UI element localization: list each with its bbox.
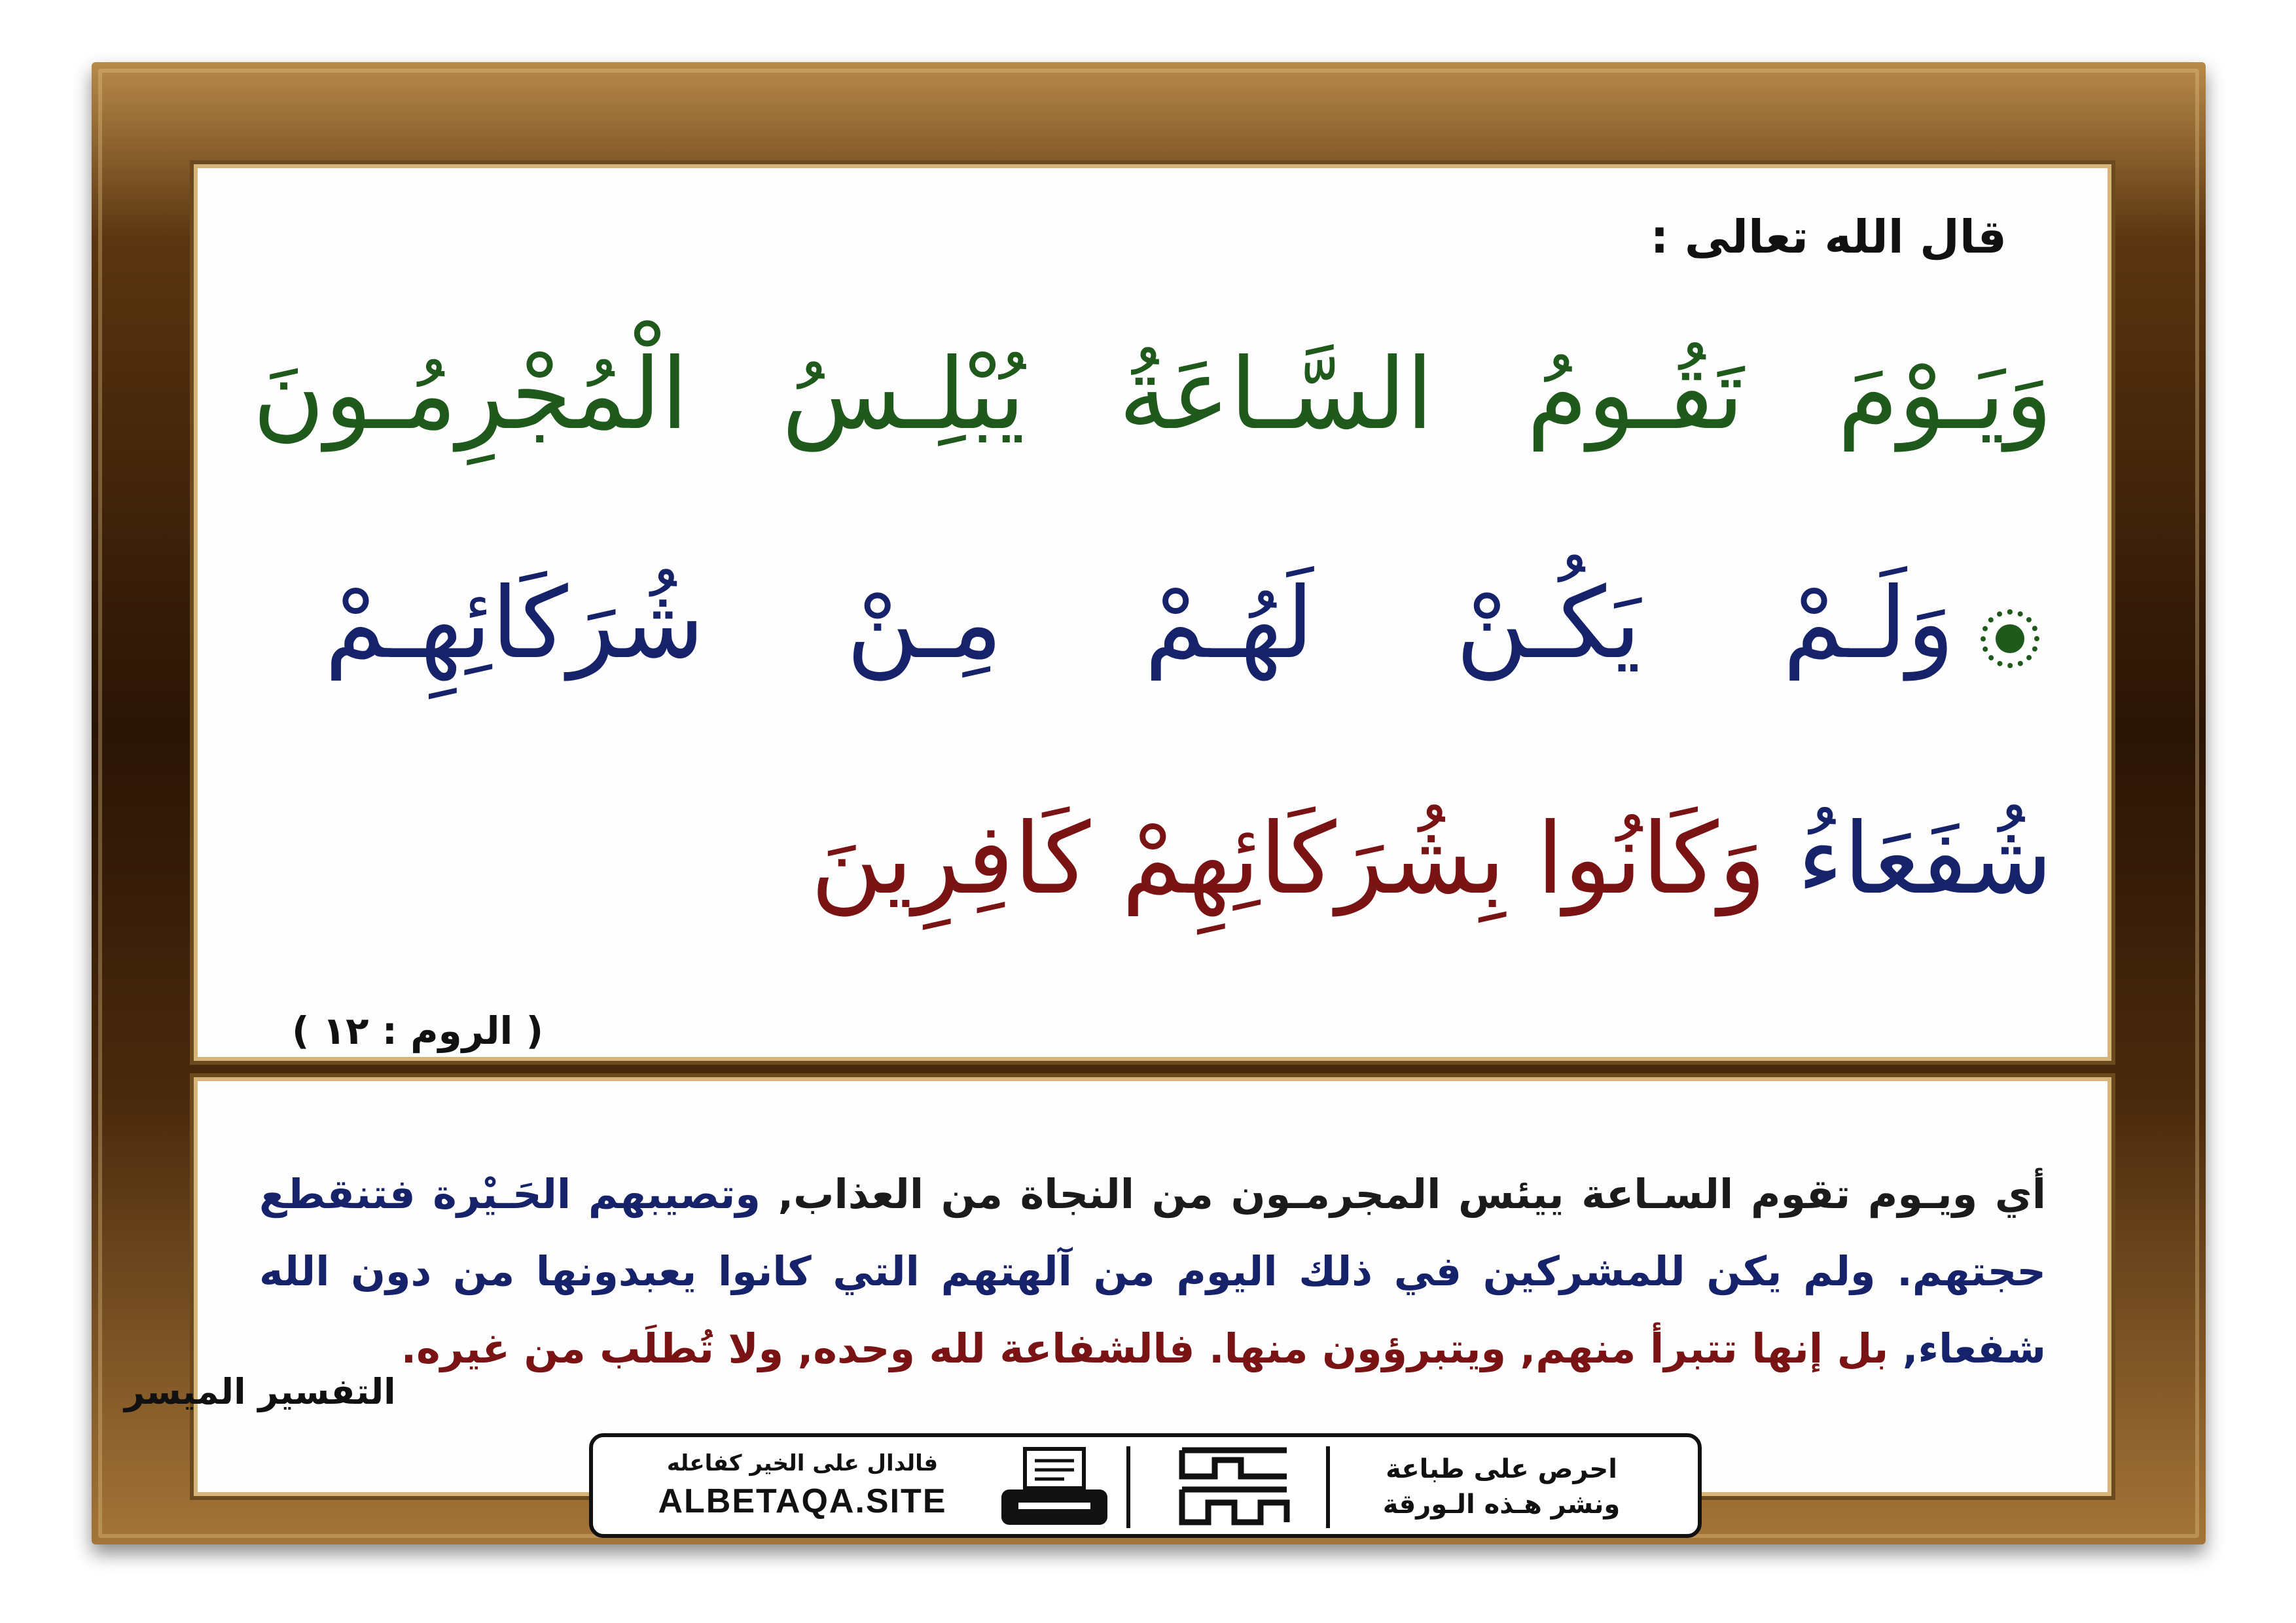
logo-mark xyxy=(1169,1427,1300,1535)
footer-divider-2 xyxy=(1326,1446,1330,1528)
footer-print-line-2: ونشر هـذه الـورقة xyxy=(1382,1489,1621,1520)
logo-text: دعوة الورقة xyxy=(1169,1427,1221,1440)
verse-panel xyxy=(190,160,2115,1065)
verse-intro: قال الله تعالى : xyxy=(1650,210,2007,264)
verse-line-2: وَلَـمْ يَكُـنْ لَهُـمْ مِـنْ شُرَكَائِهِـمْ xyxy=(325,567,1954,681)
tafsir-part-3: بل إنها تتبرأ منهم, ويتبرؤون منها. فالشفاعة لله وحده, ولا تُطلَب من غيره. xyxy=(401,1324,1889,1372)
footer-right xyxy=(1331,1452,1672,1522)
footer-left xyxy=(619,1450,986,1521)
footer-bar xyxy=(589,1427,1702,1538)
verse-line-3-start: شُفَعَاءُ xyxy=(1797,802,2053,916)
verse-line-3 xyxy=(652,802,2053,916)
wooden-frame xyxy=(92,62,2206,1544)
footer-print-line-1: احرص على طباعة xyxy=(1386,1454,1617,1484)
footer-proverb: فالدال على الخير كفاعله xyxy=(666,1450,939,1476)
verse-end-marker-icon xyxy=(1981,609,2039,668)
printer-icon xyxy=(999,1446,1110,1528)
verse-reference: ( الروم : ١٢ ) xyxy=(292,1008,544,1053)
site-link[interactable]: ALBETAQA.SITE xyxy=(658,1482,947,1520)
footer-divider-1 xyxy=(1126,1446,1130,1528)
tafsir-text xyxy=(259,1156,2046,1387)
tafsir-part-2: وتصيبهم الحَـيْرة فتنقطع حجتهم. ولم يكن للمشركين في ذلك اليوم من آلهتهم التي كانوا يعبدونها من دون الله شفعاء, xyxy=(259,1170,2046,1372)
verse-line-3-end: وَكَانُوا بِشُرَكَائِهِمْ كَافِرِينَ xyxy=(810,802,1767,916)
tafsir-source: التفسير الميسر xyxy=(124,1371,396,1412)
tafsir-part-1: أي ويـوم تقوم السـاعة ييئس المجرمـون من النجاة من العذاب, xyxy=(760,1170,2046,1218)
verse-line-1: وَيَـوْمَ تَقُـومُ السَّـاعَةُ يُبْلِـسُ الْمُجْرِمُـونَ xyxy=(253,338,2053,452)
